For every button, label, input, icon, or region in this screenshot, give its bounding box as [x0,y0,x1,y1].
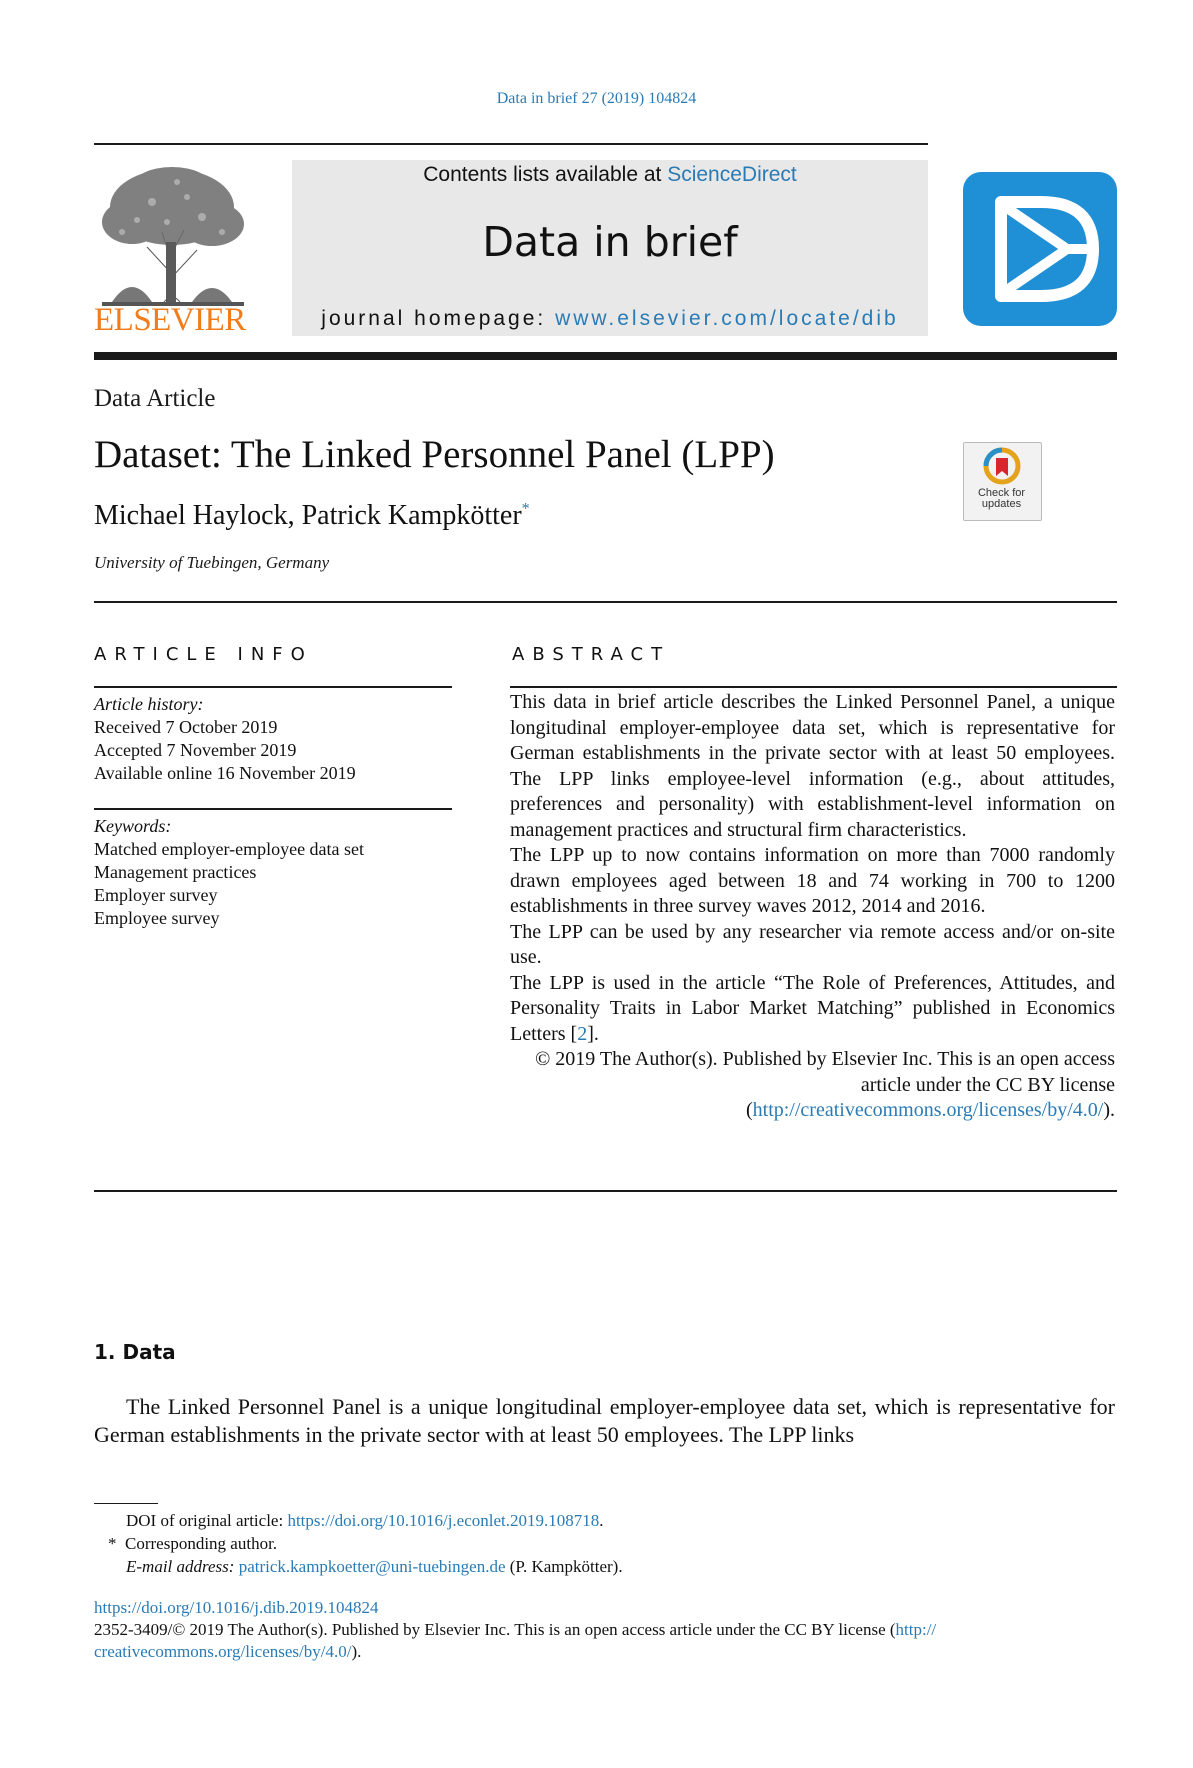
homepage-line [292,307,928,331]
abstract-bottom-rule [94,1190,1117,1192]
homepage-prefix: journal homepage: [321,307,556,330]
elsevier-wordmark: ELSEVIER [94,302,246,338]
check-updates-line1: Check for [977,487,1026,499]
affiliation: University of Tuebingen, Germany [94,553,330,572]
footnote-doi [126,1509,604,1532]
journal-citation-link[interactable]: Data in brief 27 (2019) 104824 [496,90,697,107]
article-type: Data Article [94,385,216,412]
doi-suffix: . [599,1511,604,1530]
abstract-body [510,690,1115,1124]
license-suffix: ). [351,1642,362,1661]
dib-logo-icon [963,172,1117,326]
footer-doi-block [94,1597,1115,1663]
header-top-rule [94,143,928,145]
article-doi-link[interactable]: https://doi.org/10.1016/j.dib.2019.104824 [94,1598,379,1617]
abstract-rule [510,686,1117,688]
footnote-email [126,1555,623,1578]
keywords-rule [94,808,452,810]
footer-license [94,1619,1115,1641]
abstract-heading: ABSTRACT [512,644,671,665]
license-text: 2352-3409/© 2019 The Author(s). Published by Elsevier Inc. This is an open access article under the CC BY license ( [94,1620,896,1639]
corresponding-author-mark[interactable]: * [521,500,530,518]
author-names: Michael Haylock, Patrick Kampkötter [94,500,522,531]
header-thick-rule [94,352,1117,360]
history-accepted: Accepted 7 November 2019 [94,740,297,760]
check-updates-icon [983,447,1021,485]
section-body-text: The Linked Personnel Panel is a unique longitudinal employer-employee data set, which is representative for German establishments in the private sector with at least 50 employees. The LPP links [94,1394,1115,1447]
keywords [94,815,452,930]
abstract-p4-suffix: ]. [587,1022,599,1045]
homepage-link[interactable]: www.elsevier.com/locate/dib [555,307,899,330]
abstract-paragraph-1: This data in brief article describes the Linked Personnel Panel, a unique longitudinal employer-employee data set, which is representative for German establishments in the private sector with at least 50 employees. The LPP links employee-level information (e.g., about attitudes, preferences and personality) with establishment-level information on management practices and structural firm characteristics. [510,691,1115,841]
abstract-paragraph-2: The LPP up to now contains information on more than 7000 randomly drawn employees aged between 18 and 74 working in 700 to 1200 establishments in three survey waves 2012, 2014 and 2016. [510,844,1115,917]
article-history [94,693,452,785]
journal-title: Data in brief [482,218,738,266]
section-heading-data: 1. Data [94,1340,176,1364]
corresponding-text: Corresponding author. [125,1534,278,1553]
check-updates-label [963,488,1040,510]
copyright-suffix: ). [1103,1099,1115,1121]
info-top-rule [94,601,1117,603]
keyword-item: Employer survey [94,885,218,905]
abstract-paragraph-3: The LPP can be used by any researcher via remote access and/or on-site use. [510,920,1115,968]
article-history-label: Article history: [94,694,204,714]
email-label: E-mail address: [126,1557,239,1576]
corresponding-mark: * [108,1534,117,1553]
keyword-item: Matched employer-employee data set [94,839,365,859]
keywords-label: Keywords: [94,816,172,836]
footer-license-link-part2[interactable]: creativecommons.org/licenses/by/4.0/ [94,1642,352,1661]
contents-line [292,163,928,187]
article-info-rule [94,686,452,688]
history-received: Received 7 October 2019 [94,717,278,737]
article-info-heading: ARTICLE INFO [94,644,313,665]
footnote-corresponding [108,1532,277,1555]
history-online: Available online 16 November 2019 [94,763,356,783]
footnote-rule [94,1503,158,1504]
keyword-item: Management practices [94,862,257,882]
abstract-paragraph-4 [510,971,1115,1048]
footer-license-line2 [94,1641,1115,1663]
contents-prefix: Contents lists available at [423,163,668,186]
authors [94,500,530,532]
footer-license-link-part1[interactable]: http:// [895,1620,937,1639]
reference-link[interactable]: 2 [577,1022,588,1045]
sciencedirect-link[interactable]: ScienceDirect [667,163,797,186]
abstract-copyright [510,1047,1115,1124]
article-title: Dataset: The Linked Personnel Panel (LPP) [94,433,775,476]
doi-label: DOI of original article: [126,1511,288,1530]
email-suffix: (P. Kampkötter). [505,1557,623,1576]
abstract-p4-text: The LPP is used in the article “The Role of Preferences, Attitudes, and Personality Traits in Labor Market Matching” published in Economics Letters [ [510,971,1115,1045]
keyword-item: Employee survey [94,908,220,928]
email-link[interactable]: patrick.kampkoetter@uni-tuebingen.de [238,1557,506,1576]
original-doi-link[interactable]: https://doi.org/10.1016/j.econlet.2019.108718 [287,1511,600,1530]
copyright-text: © 2019 The Author(s). Published by Elsevier Inc. This is an open access article under the CC BY license ( [535,1048,1115,1121]
license-link[interactable]: http://creativecommons.org/licenses/by/4.0/ [752,1099,1104,1121]
check-updates-line2: updates [981,498,1022,510]
